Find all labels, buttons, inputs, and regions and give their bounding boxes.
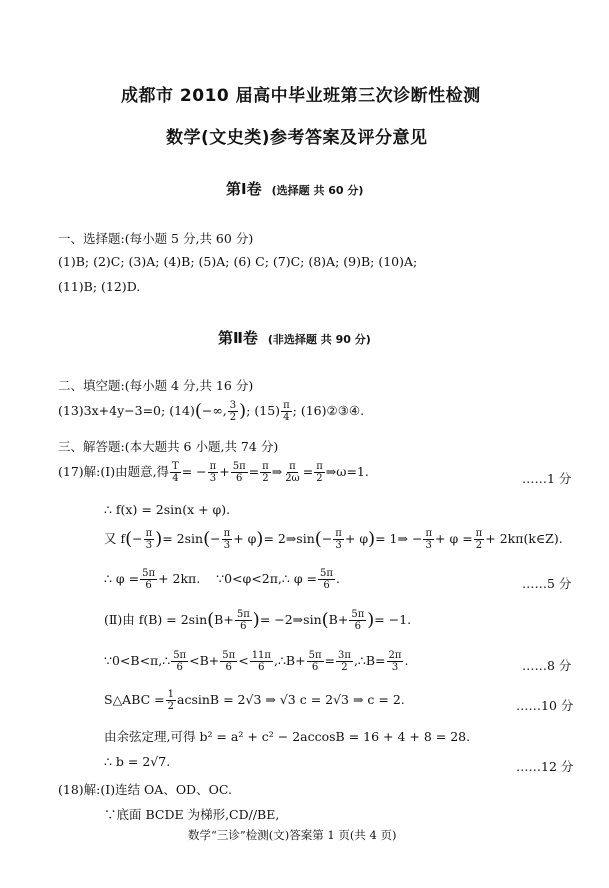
q17-score-10: ……10 分 [516,698,574,713]
fill-answers [58,400,364,423]
q17-score-1: ……1 分 [522,471,572,486]
q17-line-5: (Ⅱ)由 f(B) = 2sin(B+ $\frac{5\pi}{6}$ )= −2⇒sin(B+ $\frac{5\pi}{6}$ )= −1. [104,609,412,632]
volume-1-title: 第Ⅰ卷 [226,180,262,198]
answer-14-end: ; [246,403,251,418]
q17-line-9: ∴ b = 2√7. [104,754,171,769]
q17-line-1: (17)解:(Ⅰ)由题意,得 $\frac{T}{4}$ = − $\frac{\pi}{3}$ + $\frac{5\pi}{6}$ = $\frac{\pi}{2}$ ⇒ $\frac{\pi}{2\omega}$ = $\frac{\pi}{2}$ ⇒ω=1. [58,461,369,484]
q17-line-4: ∴ φ = $\frac{5\pi}{6}$ + 2kπ. ∵0<φ<2π,∴ φ = $\frac{5\pi}{6}$ . [104,568,340,591]
q17-line-7: S△ABC = $\frac{1}{2}$ acsinB = 2√3 ⇒ √3 c = 2√3 ⇒ c = 2. [104,689,405,712]
page-footer: 数学“三诊”检测(文)答案第 1 页(共 4 页) [188,828,397,842]
doc-subtitle: 数学(文史类)参考答案及评分意见 [166,128,428,148]
choice-answers-row-1: (1)B; (2)C; (3)A; (4)B; (5)A; (6) C; (7)C; (8)A; (9)B; (10)A; [58,254,418,269]
volume-2-heading [218,327,371,348]
section-choice-heading: 一、选择题:(每小题 5 分,共 60 分) [58,231,254,246]
q17-score-8: ……8 分 [522,658,572,673]
section-fill-heading: 二、填空题:(每小题 4 分,共 16 分) [58,378,254,393]
volume-2-subtitle: (非选择题 共 90 分) [267,333,371,346]
answer-15-label: (15) [254,403,281,418]
volume-2-title: 第Ⅱ卷 [218,329,258,347]
choice-answers-row-2: (11)B; (12)D. [58,279,141,294]
answer-13: (13)3x+4y−3=0; [58,403,166,418]
volume-1-heading [226,178,363,199]
fraction-3-2: $\frac{3}{2}$ [229,400,237,423]
answer-14-interval: −∞, [201,403,227,418]
q17-line-8: 由余弦定理,可得 b² = a² + c² − 2accosB = 16 + 4 + 8 = 28. [104,729,471,744]
q17-label: (17)解: [58,464,101,479]
doc-title: 成都市 2010 届高中毕业班第三次诊断性检测 [121,86,481,106]
q18-line-2: ∵底面 BCDE 为梯形,CD//BE, [104,807,280,822]
right-paren: ) [239,400,247,422]
answer-16: (16)②③④. [300,403,365,418]
section-solve-heading: 三、解答题:(本大题共 6 小题,共 74 分) [58,439,279,454]
q17-score-12: ……12 分 [516,759,574,774]
q18-line-1: (18)解:(Ⅰ)连结 OA、OD、OC. [58,782,232,797]
left-paren: ( [194,400,202,422]
volume-1-subtitle: (选择题 共 60 分) [271,184,364,197]
q17-score-5: ……5 分 [522,576,572,591]
q17-line-3: 又 f(− $\frac{\pi}{3}$ )= 2sin(− $\frac{\pi}{3}$ + φ)= 2⇒sin(− $\frac{\pi}{3}$ + φ)= 1⇒ − $\frac{\pi}{3}$ + φ = $\frac{\pi}{2}$ + 2kπ(k∈Z). [104,528,563,551]
answer-14-label: (14) [169,403,195,418]
q18-label: (18)解: [58,782,101,797]
fraction-pi-4: $\frac{\pi}{4}$ [283,400,290,423]
q17-line-2: ∴ f(x) = 2sin(x + φ). [104,502,231,517]
q17-line-6: ∵0<B<π,∴ $\frac{5\pi}{6}$ <B+ $\frac{5\pi}{6}$ < $\frac{11\pi}{6}$ ,∴B+ $\frac{5\pi}{6}$ = $\frac{3\pi}{2}$ ,∴B= $\frac{2\pi}{3}$ . [104,650,409,673]
answer-15-end: ; [292,403,297,418]
